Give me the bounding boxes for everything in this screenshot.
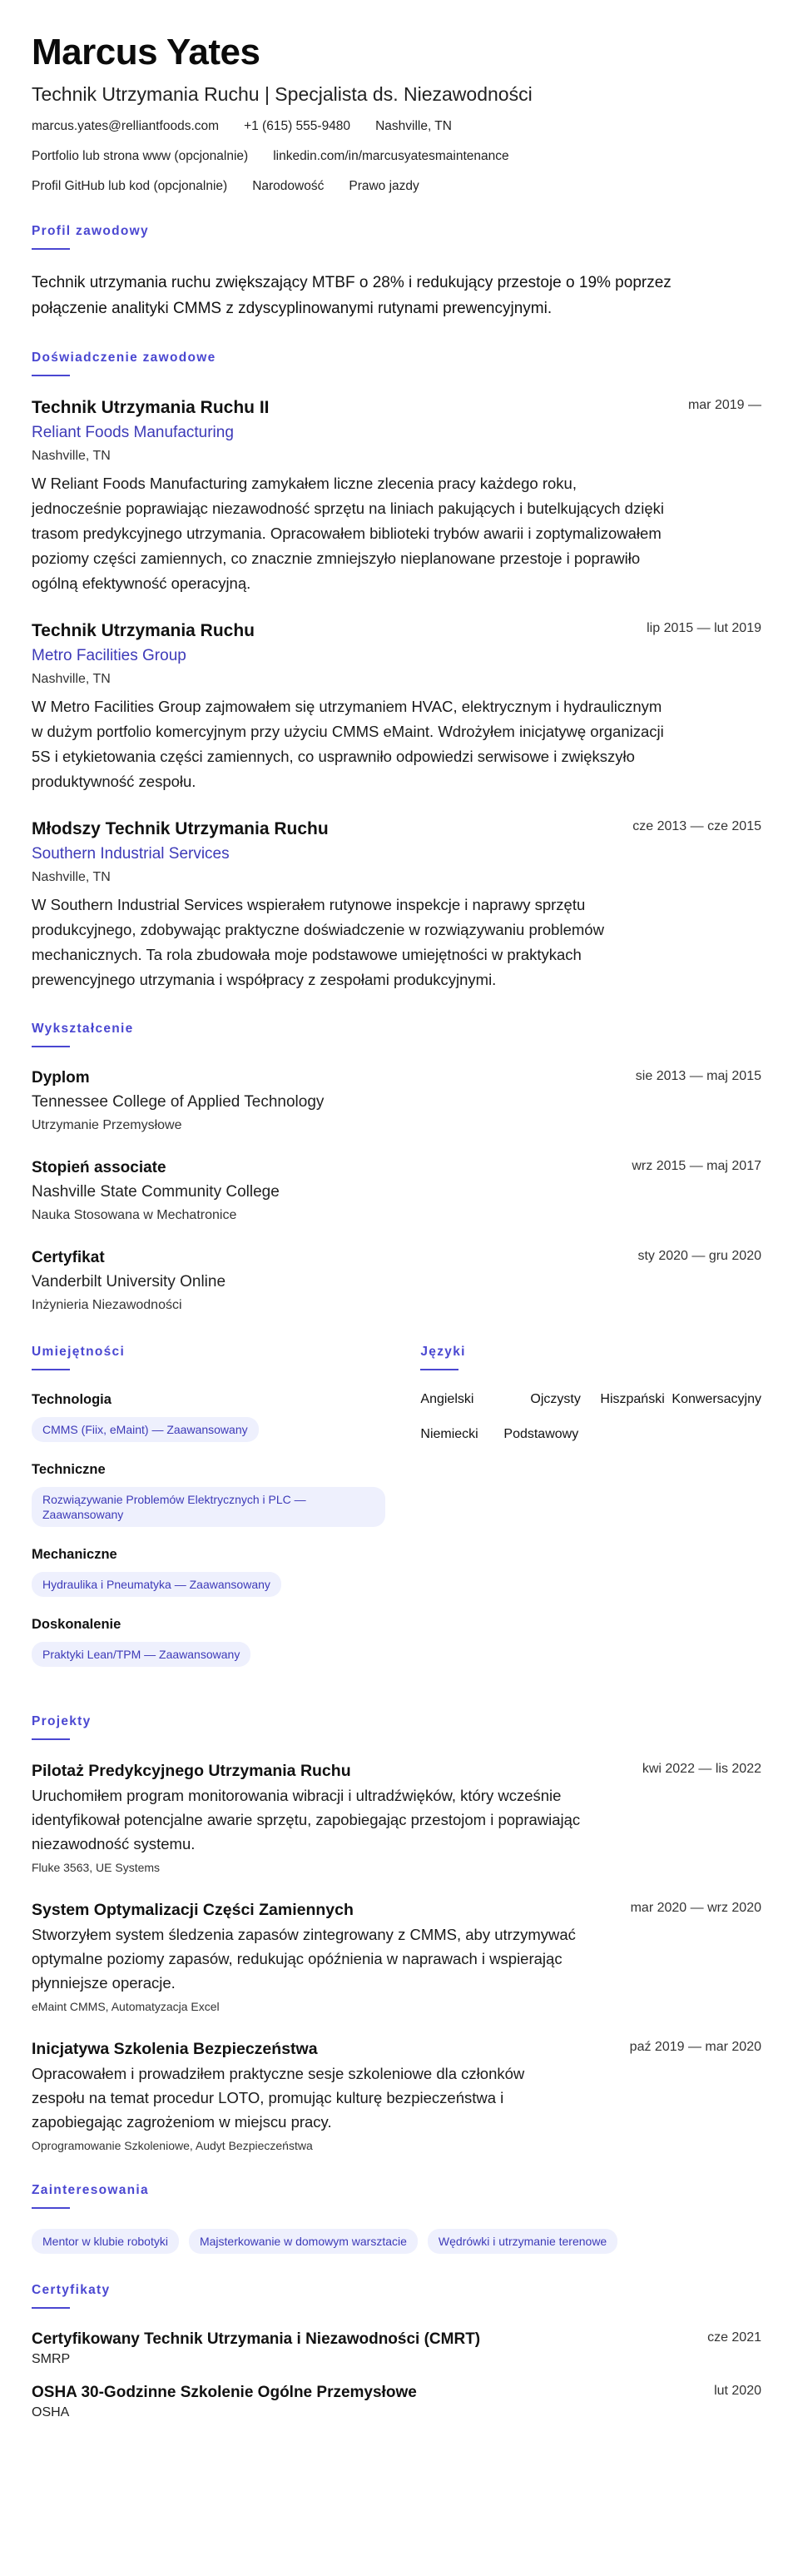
degree-name: Stopień associate xyxy=(32,1159,166,1176)
language-name: Hiszpański xyxy=(600,1392,665,1406)
profile-summary: Technik utrzymania ruchu zwiększający MTBF o 28% i redukujący przestoje o 19% poprzez połączenie analityki CMMS z zdyscyplinowanymi rutynami prewencyjnymi. xyxy=(32,274,672,317)
job-title: Technik Utrzymania Ruchu II xyxy=(32,398,270,417)
job-description: W Metro Facilities Group zajmowałem się utrzymaniem HVAC, elektrycznym i hydraulicznym w dużym portfolio komercyjnym przy użyciu CMMS eMaint. Wdrożyłem inicjatywę organizacji 5S i etykietowania części zamiennych, co usprawniło odpowiedzi serwisowe i zwiększyło produktywność zespołu. xyxy=(32,698,664,790)
job-title: Młodszy Technik Utrzymania Ruchu xyxy=(32,819,329,838)
company-name: Metro Facilities Group xyxy=(32,647,186,664)
section-divider xyxy=(32,2307,70,2309)
section-divider xyxy=(32,1369,70,1370)
skill-category: Doskonalenie xyxy=(32,1617,121,1632)
github-link[interactable]: Profil GitHub lub kod (opcjonalnie) xyxy=(32,179,228,193)
skill-category: Mechaniczne xyxy=(32,1547,117,1562)
project-description: Opracowałem i prowadziłem praktyczne sesje szkoleniowe dla członków zespołu na temat procedur LOTO, promując kulturę bezpieczeństwa i zapobiegając zagrożeniom w miejscu pracy. xyxy=(32,2065,525,2131)
education-entry xyxy=(32,1067,761,1136)
projects-section xyxy=(32,1713,761,2154)
job-location: Nashville, TN xyxy=(32,870,111,884)
project-dates: paź 2019 — mar 2020 xyxy=(629,2040,761,2054)
project-dates: kwi 2022 — lis 2022 xyxy=(642,1762,761,1776)
school-name: Nashville State Community College xyxy=(32,1183,280,1201)
language-name: Angielski xyxy=(420,1392,474,1406)
skill-group xyxy=(32,1545,385,1597)
skill-group xyxy=(32,1460,385,1527)
experience-entry xyxy=(32,818,761,992)
job-description: W Southern Industrial Services wspierałem rutynowe inspekcje i naprawy sprzętu produkcyjnego, zdobywając praktyczne doświadczenie w rozwiązywaniu problemów mechanicznych. Ta rola zbudowała moje podstawowe umiejętności w praktykach prewencyjnego utrzymania i współpracy z zespołami produkcyjnymi. xyxy=(32,896,604,988)
job-description: W Reliant Foods Manufacturing zamykałem liczne zlecenia pracy każdego roku, jednocześnie poprawiając niezawodność sprzętu na liniach pakujących i butelkujących dzięki trasom predykcyjnego utrzymania. Opracowałem biblioteki trybów awarii i zoptymalizowałem poziomy części zamiennych, co znacznie zmniejszyło nieplanowane przestoje i poprawiło ogólną efektywność operacyjną. xyxy=(32,475,664,592)
candidate-name: Marcus Yates xyxy=(32,32,260,72)
section-title: Języki xyxy=(420,1345,466,1359)
interest-chip: Wędrówki i utrzymanie terenowe xyxy=(428,2229,617,2254)
driving-license-text: Prawo jazdy xyxy=(349,179,419,193)
interests-section xyxy=(32,2182,761,2254)
language-level: Podstawowy xyxy=(503,1427,579,1441)
certification-issuer: SMRP xyxy=(32,2352,71,2366)
phone-link[interactable]: +1 (615) 555-9480 xyxy=(244,119,351,133)
section-divider xyxy=(32,1046,70,1047)
experience-entry xyxy=(32,396,761,596)
email-link[interactable]: marcus.yates@relliantfoods.com xyxy=(32,119,220,133)
project-title: System Optymalizacji Części Zamiennych xyxy=(32,1901,354,1919)
job-dates: cze 2013 — cze 2015 xyxy=(632,819,761,833)
certification-date: lut 2020 xyxy=(714,2384,761,2398)
language-level: Konwersacyjny xyxy=(672,1392,761,1406)
languages-section xyxy=(420,1344,761,1685)
skill-chip: Rozwiązywanie Problemów Elektrycznych i PLC — Zaawansowany xyxy=(32,1487,385,1527)
skill-chip: CMMS (Fiix, eMaint) — Zaawansowany xyxy=(32,1417,259,1442)
project-description: Stworzyłem system śledzenia zapasów zintegrowany z CMMS, aby utrzymywać optymalne poziomy zapasów, redukując opóźnienia w naprawach i wspierając płynniejsze operacje. xyxy=(32,1926,576,1992)
job-dates: mar 2019 — xyxy=(687,398,761,412)
project-technologies: Oprogramowanie Szkoleniowe, Audyt Bezpieczeństwa xyxy=(32,2139,313,2152)
section-title: Certyfikaty xyxy=(32,2283,111,2297)
contact-row-1 xyxy=(32,118,761,135)
job-location: Nashville, TN xyxy=(32,449,111,463)
education-section xyxy=(32,1021,761,1315)
section-divider xyxy=(32,375,70,376)
field-of-study: Nauka Stosowana w Mechatronice xyxy=(32,1208,237,1222)
project-dates: mar 2020 — wrz 2020 xyxy=(630,1901,761,1915)
skills-languages-row xyxy=(32,1344,761,1685)
skill-group xyxy=(32,1390,385,1442)
company-name: Southern Industrial Services xyxy=(32,845,230,863)
interest-chip: Mentor w klubie robotyki xyxy=(32,2229,179,2254)
resume-header xyxy=(32,30,761,195)
language-row xyxy=(420,1425,761,1444)
project-description: Uruchomiłem program monitorowania wibracji i ultradźwięków, który wcześnie identyfikował potencjalne awarie sprzętu, zapobiegając przestojom i poprawiając niezawodność systemu. xyxy=(32,1787,581,1852)
degree-name: Certyfikat xyxy=(32,1249,105,1266)
section-title: Projekty xyxy=(32,1714,92,1728)
skill-category: Techniczne xyxy=(32,1462,106,1477)
nationality-text: Narodowość xyxy=(252,179,325,193)
certification-date: cze 2021 xyxy=(707,2330,761,2345)
certification-name: OSHA 30-Godzinne Szkolenie Ogólne Przemysłowe xyxy=(32,2384,417,2401)
section-title: Zainteresowania xyxy=(32,2183,149,2197)
section-title: Wykształcenie xyxy=(32,1022,134,1036)
contact-row-3 xyxy=(32,178,761,195)
education-dates: wrz 2015 — maj 2017 xyxy=(632,1159,761,1173)
section-title: Profil zawodowy xyxy=(32,224,149,238)
skill-chip: Praktyki Lean/TPM — Zaawansowany xyxy=(32,1642,250,1667)
school-name: Tennessee College of Applied Technology xyxy=(32,1093,325,1111)
company-name: Reliant Foods Manufacturing xyxy=(32,424,234,441)
education-entry xyxy=(32,1247,761,1315)
certification-entry xyxy=(32,2329,761,2369)
certification-name: Certyfikowany Technik Utrzymania i Niezawodności (CMRT) xyxy=(32,2330,481,2348)
candidate-headline: Technik Utrzymania Ruchu | Specjalista ds. Niezawodności xyxy=(32,83,533,105)
certification-entry xyxy=(32,2382,761,2422)
project-entry xyxy=(32,1760,761,1876)
degree-name: Dyplom xyxy=(32,1069,90,1087)
section-divider xyxy=(32,248,70,250)
section-divider xyxy=(420,1369,458,1370)
location-text: Nashville, TN xyxy=(375,119,452,133)
profile-section xyxy=(32,223,761,321)
language-row xyxy=(420,1390,761,1409)
project-entry xyxy=(32,2038,761,2154)
language-level: Ojczysty xyxy=(530,1392,581,1406)
project-title: Inicjatywa Szkolenia Bezpieczeństwa xyxy=(32,2040,318,2058)
job-dates: lip 2015 — lut 2019 xyxy=(647,621,761,635)
skill-category: Technologia xyxy=(32,1392,112,1407)
section-divider xyxy=(32,1738,70,1740)
education-dates: sty 2020 — gru 2020 xyxy=(637,1249,761,1263)
project-technologies: eMaint CMMS, Automatyzacja Excel xyxy=(32,2000,220,2013)
field-of-study: Utrzymanie Przemysłowe xyxy=(32,1118,182,1132)
experience-section xyxy=(32,350,761,992)
linkedin-link[interactable]: linkedin.com/in/marcusyatesmaintenance xyxy=(273,149,509,163)
project-entry xyxy=(32,1899,761,2015)
certification-issuer: OSHA xyxy=(32,2405,70,2419)
school-name: Vanderbilt University Online xyxy=(32,1273,226,1290)
section-divider xyxy=(32,2207,70,2209)
interests-list xyxy=(32,2229,761,2254)
certifications-section xyxy=(32,2282,761,2422)
job-title: Technik Utrzymania Ruchu xyxy=(32,621,255,640)
section-title: Umiejętności xyxy=(32,1345,126,1359)
contact-row-2 xyxy=(32,148,761,165)
job-location: Nashville, TN xyxy=(32,672,111,686)
skill-group xyxy=(32,1615,385,1667)
skills-section xyxy=(32,1344,385,1685)
project-technologies: Fluke 3563, UE Systems xyxy=(32,1861,161,1874)
skill-chip: Hydraulika i Pneumatyka — Zaawansowany xyxy=(32,1572,281,1597)
project-title: Pilotaż Predykcyjnego Utrzymania Ruchu xyxy=(32,1762,351,1780)
experience-entry xyxy=(32,619,761,794)
portfolio-link[interactable]: Portfolio lub strona www (opcjonalnie) xyxy=(32,149,249,163)
section-title: Doświadczenie zawodowe xyxy=(32,351,216,365)
language-name: Niemiecki xyxy=(420,1427,478,1441)
field-of-study: Inżynieria Niezawodności xyxy=(32,1298,182,1312)
interest-chip: Majsterkowanie w domowym warsztacie xyxy=(189,2229,418,2254)
education-dates: sie 2013 — maj 2015 xyxy=(635,1069,761,1083)
education-entry xyxy=(32,1157,761,1226)
